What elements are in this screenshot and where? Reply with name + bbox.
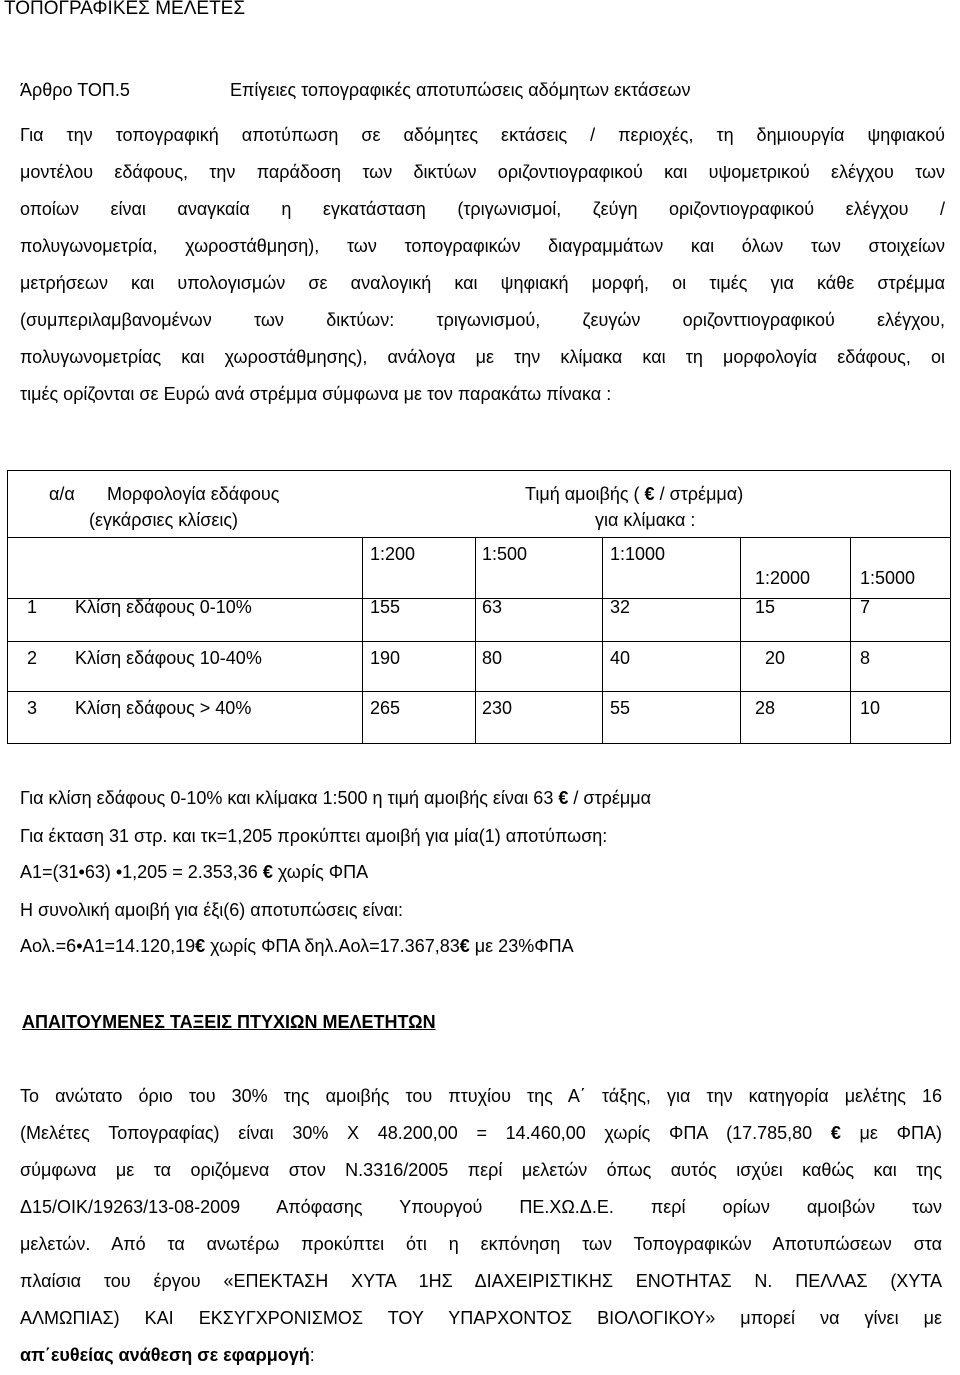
scale-label: 1:200 [370,544,416,564]
euro-icon: € [262,862,273,882]
intro-line: Για την τοπογραφική αποτύπωση σε αδόμητες εκτάσεις / περιοχές, τη δημιουργία ψηφιακού [20,125,945,145]
row-value: 63 [482,597,503,617]
row-value: 265 [370,698,401,718]
outro-text: : [309,1345,315,1365]
row-label: Κλίση εδάφους 0-10% [75,597,252,617]
header-price-unit: / στρέμμα) [659,484,744,504]
calc-text: χωρίς ΦΠΑ [277,862,369,882]
outro-paragraph [20,1079,942,1375]
scale-label: 1:500 [482,544,528,564]
table-rule [7,641,951,642]
row-value: 20 [765,648,786,668]
row-value: 32 [610,597,631,617]
table-rule [7,537,951,538]
header-aa: α/α [49,484,75,504]
table-rule [850,537,851,743]
header-price [525,484,743,505]
row-aa: 3 [27,698,38,718]
header-morphology-sub: (εγκάρσιες κλίσεις) [89,510,239,530]
intro-line: πολυγωνομετρίας και χωροστάθμησης), ανάλογα με την κλίμακα και τη μορφολογία εδάφους, οι [20,347,945,367]
calc-text: / στρέμμα [573,788,652,808]
row-value: 230 [482,698,513,718]
calc-text: χωρίς ΦΠΑ δηλ.Αολ=17.367,83 [210,936,460,956]
row-value: 40 [610,648,631,668]
calc-line-5 [20,936,940,957]
calc-line-4: Η συνολική αμοιβή για έξι(6) αποτυπώσεις είναι: [20,900,404,920]
row-value: 10 [860,698,881,718]
row-value: 28 [755,698,776,718]
article-number: Άρθρο ΤΟΠ.5 [20,80,130,100]
intro-line: οποίων είναι αναγκαία η εγκατάσταση (τριγωνισμοί, ζεύγη οριζοντιογραφικού ελέγχου / [20,199,945,219]
euro-icon: € [558,788,569,808]
outro-line: Το ανώτατο όριο του 30% της αμοιβής του πτυχίου της Α΄ τάξης, για την κατηγορία μελέτης 16 [20,1086,942,1106]
table-rule [7,691,951,692]
scale-label: 1:2000 [755,568,811,588]
row-value: 80 [482,648,503,668]
calc-text: με 23%ΦΠΑ [474,936,574,956]
euro-icon: € [644,484,655,504]
scale-label: 1:5000 [860,568,916,588]
row-value: 15 [755,597,776,617]
calc-line-2: Για έκταση 31 στρ. και τκ=1,205 προκύπτει αμοιβή για μία(1) αποτύπωση: [20,826,608,846]
calc-text: Α1=(31•63) •1,205 = 2.353,36 [20,862,258,882]
row-value: 190 [370,648,401,668]
outro-line: σύμφωνα με τα οριζόμενα στον Ν.3316/2005 περί μελετών όπως αυτός ισχύει καθώς και της [20,1160,942,1180]
row-label: Κλίση εδάφους 10-40% [75,648,262,668]
outro-text: (Μελέτες Τοπογραφίας) είναι 30% Χ 48.200,00 = 14.460,00 χωρίς ΦΠΑ (17.785,80 [20,1123,813,1143]
outro-line: Δ15/ΟΙΚ/19263/13-08-2009 Απόφασης Υπουργού ΠΕ.ΧΩ.Δ.Ε. περί ορίων αμοιβών των [20,1197,942,1217]
calc-text: Για κλίση εδάφους 0-10% και κλίμακα 1:500 η τιμή αμοιβής είναι 63 [20,788,554,808]
fee-table [7,470,951,744]
outro-emphasis: απ΄ευθείας ανάθεση σε εφαρμογή [20,1345,310,1365]
article-title: Επίγειες τοπογραφικές αποτυπώσεις αδόμητων εκτάσεων [230,80,691,100]
row-value: 55 [610,698,631,718]
table-rule [740,537,741,743]
intro-line: πολυγωνομετρία, χωροστάθμηση), των τοπογραφικών διαγραμμάτων και όλων των στοιχείων [20,236,945,256]
outro-line: μελετών. Από τα ανωτέρω προκύπτει ότι η εκπόνηση των Τοπογραφικών Αποτυπώσεων στα [20,1234,942,1254]
calc-line-1 [20,788,940,809]
scale-label: 1:1000 [610,544,666,564]
row-value: 155 [370,597,401,617]
header-price-text: Τιμή αμοιβής ( [525,484,640,504]
outro-line: ΑΛΜΩΠΙΑΣ) ΚΑΙ ΕΚΣΥΓΧΡΟΝΙΣΜΟΣ ΤΟΥ ΥΠΑΡΧΟΝΤΟΣ ΒΙΟΛΟΓΙΚΟΥ» μπορεί να γίνει με [20,1308,942,1328]
euro-icon: € [195,936,206,956]
outro-line [20,1338,942,1375]
outro-line: πλαίσια του έργου «ΕΠΕΚΤΑΣΗ ΧΥΤΑ 1ΗΣ ΔΙΑΧΕΙΡΙΣΤΙΚΗΣ ΕΝΟΤΗΤΑΣ Ν. ΠΕΛΛΑΣ (ΧΥΤΑ [20,1271,942,1291]
euro-icon: € [459,936,470,956]
table-rule [602,537,603,743]
article-heading [20,80,690,101]
document-title: ΤΟΠΟΓΡΑΦΙΚΕΣ ΜΕΛΕΤΕΣ [4,0,246,19]
header-morphology: Μορφολογία εδάφους [107,484,280,504]
row-aa: 2 [27,648,38,668]
euro-icon: € [830,1123,841,1143]
outro-line [20,1116,942,1153]
row-aa: 1 [27,597,38,617]
section-title: ΑΠΑΙΤΟΥΜΕΝΕΣ ΤΑΞΕΙΣ ΠΤΥΧΙΩΝ ΜΕΛΕΤΗΤΩΝ [22,1012,436,1032]
calc-line-3 [20,862,940,883]
table-rule [475,537,476,743]
intro-paragraph [20,117,945,413]
row-label: Κλίση εδάφους > 40% [75,698,252,718]
intro-line: μετρήσεων και υπολογισμών σε αναλογική και ψηφιακή μορφή, οι τιμές για κάθε στρέμμα [20,273,945,293]
row-value: 7 [860,597,871,617]
row-value: 8 [860,648,871,668]
calc-text: Αολ.=6•Α1=14.120,19 [20,936,196,956]
table-rule [362,537,363,743]
intro-line: τιμές ορίζονται σε Ευρώ ανά στρέμμα σύμφωνα με τον παρακάτω πίνακα : [20,384,612,404]
header-scale-caption: για κλίμακα : [595,510,696,530]
outro-text: με ΦΠΑ) [859,1123,942,1143]
intro-line: μοντέλου εδάφους, την παράδοση των δικτύων οριζοντιογραφικού και υψομετρικού ελέγχου των [20,162,945,182]
intro-line: (συμπεριλαμβανομένων των δικτύων: τριγωνισμού, ζευγών οριζονττιογραφικού ελέγχου, [20,310,945,330]
